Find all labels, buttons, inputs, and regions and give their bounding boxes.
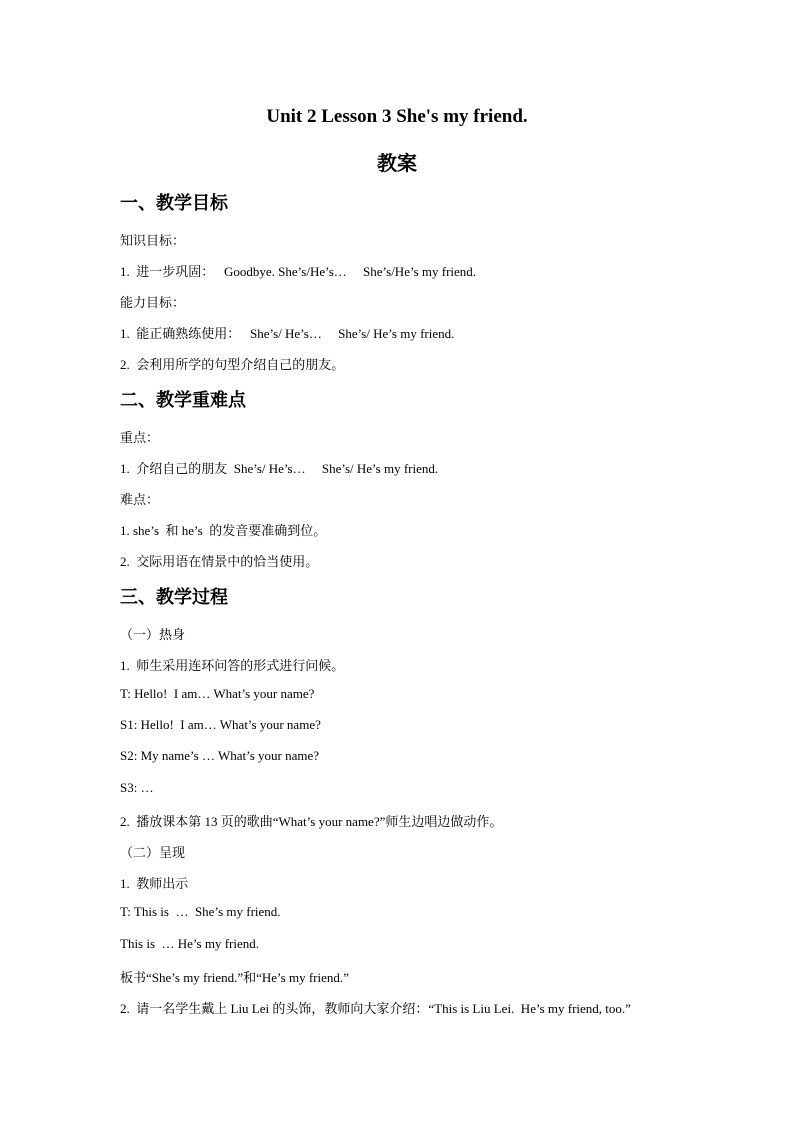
section-heading-process: 三、教学过程 bbox=[120, 587, 228, 608]
text-line: （一）热身 bbox=[120, 627, 186, 642]
text-line: 1. 进一步巩固： Goodbye. She’s/He’s… She’s/He’s my friend. bbox=[120, 264, 477, 279]
text-line: 2. 播放课本第 13 页的歌曲“What’s your name?”师生边唱边做动作。 bbox=[120, 814, 503, 829]
text-line: S3: … bbox=[120, 780, 154, 795]
text-line: 知识目标： bbox=[120, 233, 186, 248]
text-line: 2. 请一名学生戴上 Liu Lei 的头饰，教师向大家介绍：“This is Liu Lei. He’s my friend, too.” bbox=[120, 1001, 631, 1016]
text-line: 2. 会利用所学的句型介绍自己的朋友。 bbox=[120, 357, 345, 372]
text-line: 能力目标： bbox=[120, 295, 186, 310]
text-line: 1. 教师出示 bbox=[120, 876, 189, 891]
document-title: Unit 2 Lesson 3 She's my friend. bbox=[266, 106, 528, 127]
document-subtitle: 教案 bbox=[377, 151, 417, 175]
text-line: 板书“She’s my friend.”和“He’s my friend.” bbox=[120, 970, 349, 985]
text-line: 重点： bbox=[120, 430, 160, 445]
text-line: 难点： bbox=[120, 492, 160, 507]
section-heading-objectives: 一、教学目标 bbox=[120, 193, 228, 214]
section-heading-key-points: 二、教学重难点 bbox=[120, 390, 246, 411]
text-line: 1. 师生采用连环问答的形式进行问候。 bbox=[120, 658, 345, 673]
text-line: （二）呈现 bbox=[120, 845, 186, 860]
text-line: S1: Hello! I am… What’s your name? bbox=[120, 717, 321, 732]
text-line: T: This is … She’s my friend. bbox=[120, 904, 281, 919]
text-line: T: Hello! I am… What’s your name? bbox=[120, 686, 315, 701]
text-line: 1. 介绍自己的朋友 She’s/ He’s… She’s/ He’s my friend. bbox=[120, 461, 439, 476]
text-line: 1. 能正确熟练使用： She’s/ He’s… She’s/ He’s my friend. bbox=[120, 326, 455, 341]
text-line: 2. 交际用语在情景中的恰当使用。 bbox=[120, 554, 319, 569]
text-line: This is … He’s my friend. bbox=[120, 936, 260, 951]
text-line: S2: My name’s … What’s your name? bbox=[120, 748, 320, 763]
text-line: 1. she’s 和 he’s 的发音要准确到位。 bbox=[120, 523, 327, 538]
